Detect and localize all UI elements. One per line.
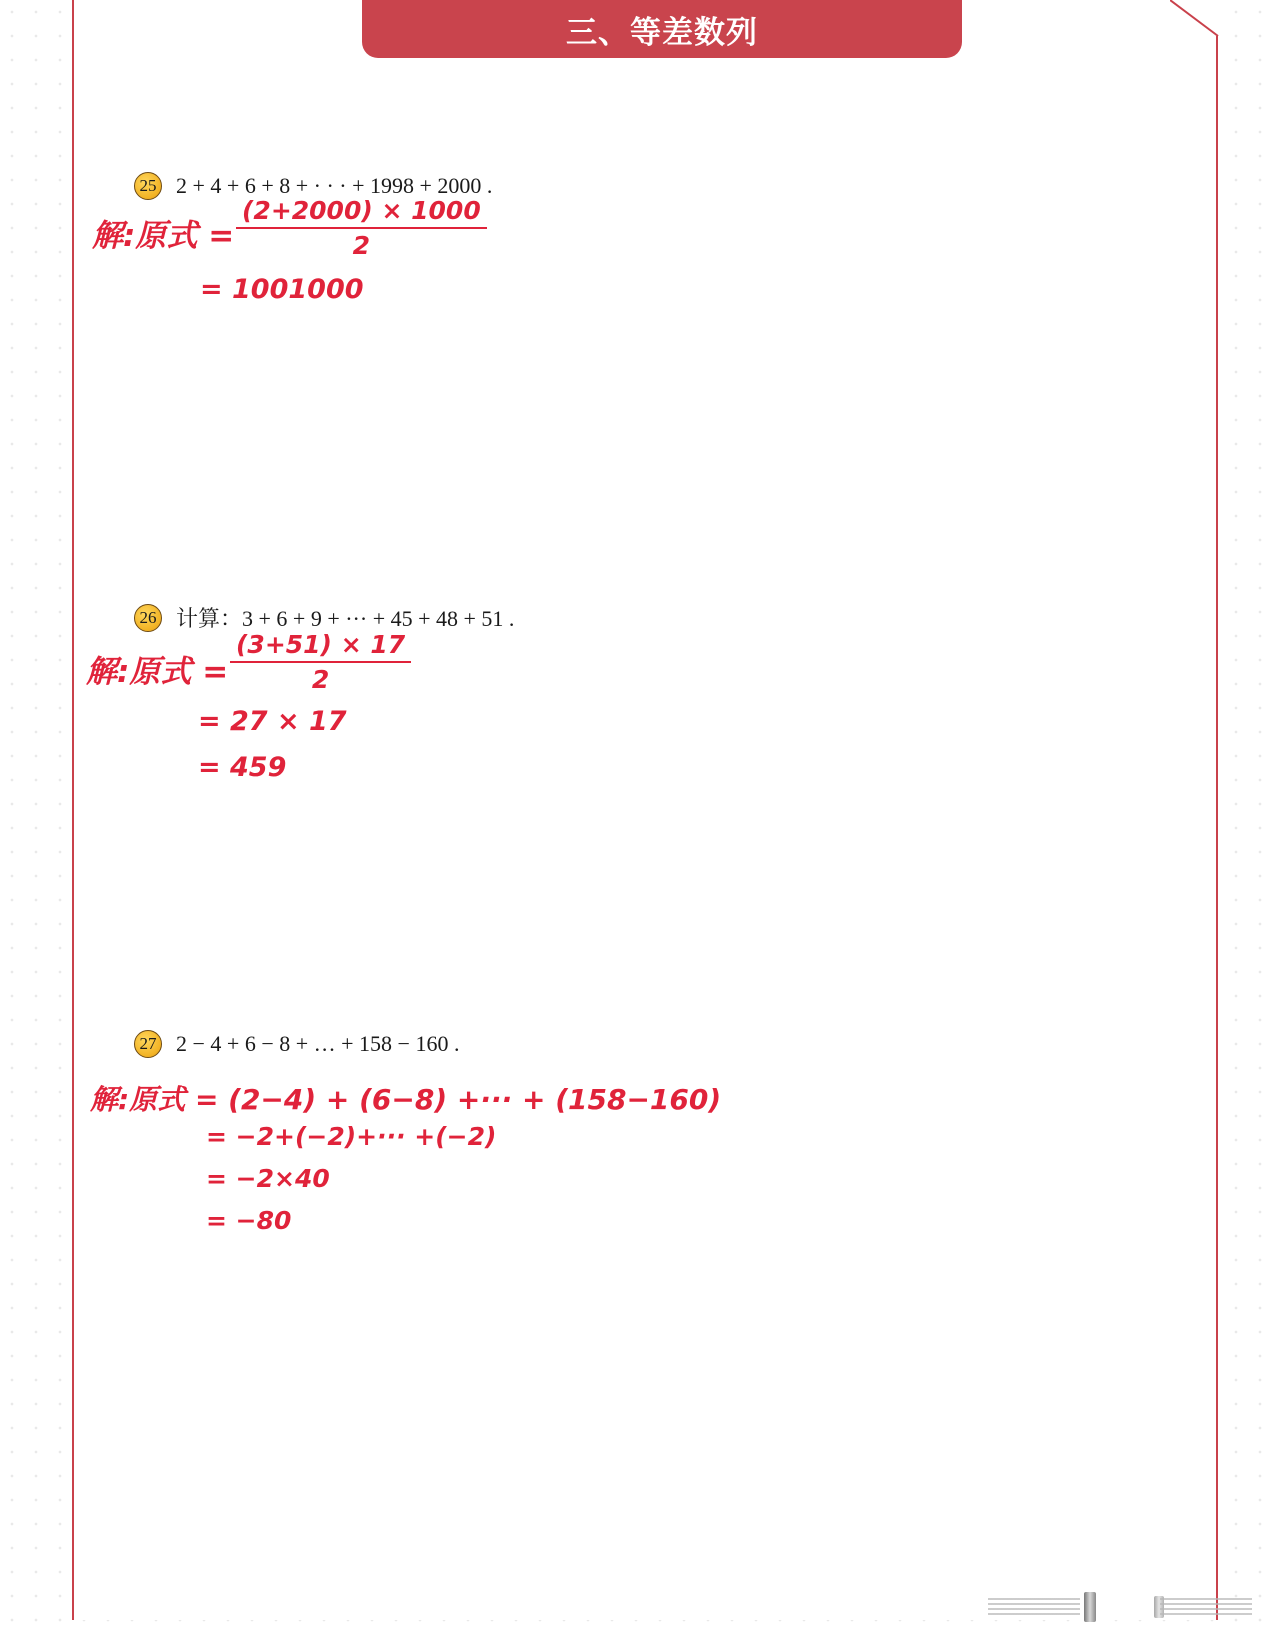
fraction-denominator: 2 <box>311 665 330 694</box>
solution-prefix: 解:原式 = <box>92 218 235 254</box>
section-title: 三、等差数列 <box>566 14 758 51</box>
fraction-denominator: 2 <box>352 231 371 260</box>
problem-26 <box>134 602 514 633</box>
section-title-tab <box>362 0 962 58</box>
solution-step: = 459 <box>198 752 287 783</box>
left-margin-rule <box>72 0 74 1620</box>
problem-number-badge: 27 <box>134 1030 162 1058</box>
scrollbar-track-left <box>988 1598 1080 1618</box>
problem-text: 2 + 4 + 6 + 8 + · · · + 1998 + 2000 . <box>176 173 493 198</box>
problem-text: 计算：3 + 6 + 9 + ··· + 45 + 48 + 51 . <box>176 606 515 631</box>
solution-step: = −2×40 <box>206 1164 330 1193</box>
scrollbar-thumb[interactable] <box>1084 1592 1096 1622</box>
scrollbar-track-right <box>1160 1598 1252 1618</box>
solution-step: = 27 × 17 <box>198 706 347 737</box>
problem-number-badge: 26 <box>134 604 162 632</box>
solution-step: = −80 <box>206 1206 292 1235</box>
fraction-numerator: (3+51) × 17 <box>230 630 411 663</box>
solution-step: = 1001000 <box>200 274 364 305</box>
solution-fraction <box>230 630 411 694</box>
solution-step: = −2+(−2)+··· +(−2) <box>206 1122 497 1151</box>
right-margin-rule <box>1216 36 1218 1620</box>
problem-number-badge: 25 <box>134 172 162 200</box>
corner-fold-decoration <box>1170 0 1230 50</box>
problem-27 <box>134 1030 459 1058</box>
scrollbar[interactable] <box>988 1592 1252 1622</box>
fraction-numerator: (2+2000) × 1000 <box>236 196 487 229</box>
solution-prefix: 解:原式 = <box>86 654 229 690</box>
problem-text: 2 − 4 + 6 − 8 + … + 158 − 160 . <box>176 1031 460 1056</box>
solution-first-line: 解:原式 = (2−4) + (6−8) +··· + (158−160) <box>90 1083 722 1116</box>
solution-fraction <box>236 196 487 260</box>
